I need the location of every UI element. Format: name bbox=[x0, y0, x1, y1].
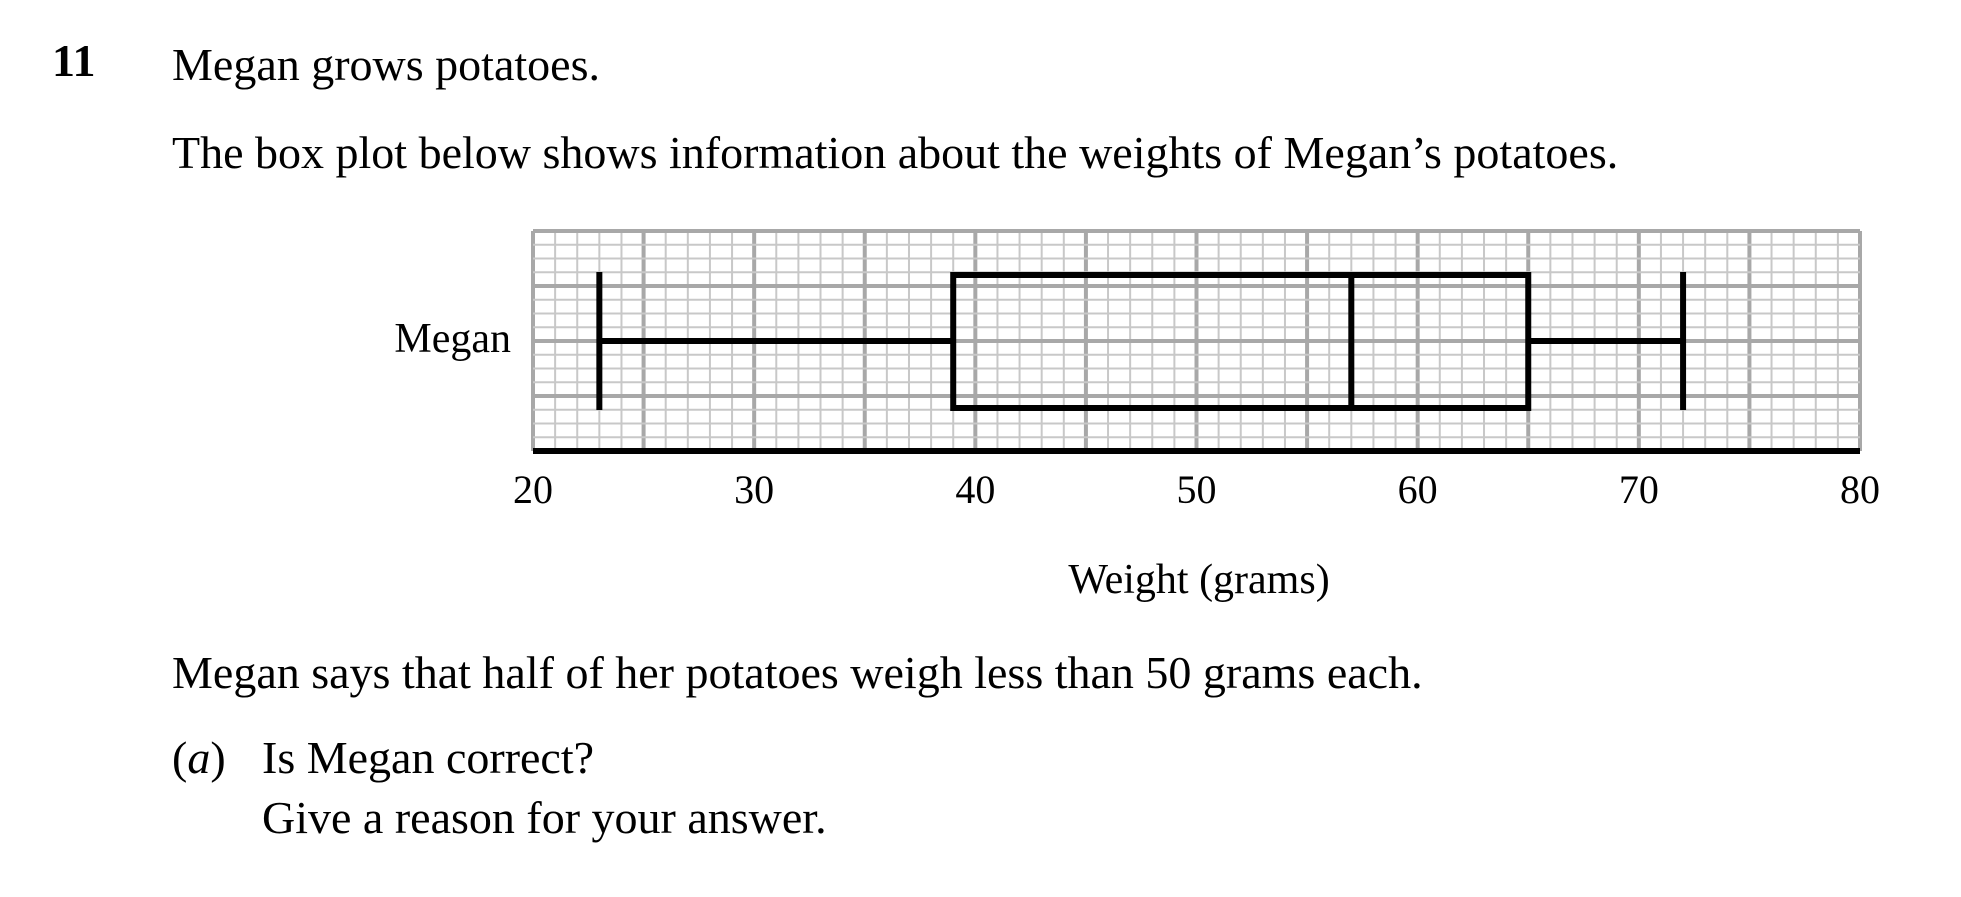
megan-claim: Megan says that half of her potatoes weigh less than 50 grams each. bbox=[172, 647, 1423, 698]
part-a-question: Is Megan correct? bbox=[262, 732, 595, 783]
x-axis-label: Weight (grams) bbox=[1068, 557, 1330, 603]
tick-labels bbox=[513, 467, 1880, 512]
part-a-letter: a bbox=[187, 732, 211, 783]
question-description: The box plot below shows information about the weights of Megan’s potatoes. bbox=[172, 127, 1619, 178]
x-tick-label: 80 bbox=[1840, 467, 1880, 512]
part-a-open: ( bbox=[172, 732, 188, 783]
x-tick-label: 30 bbox=[734, 467, 775, 512]
part-a-instruction: Give a reason for your answer. bbox=[262, 792, 827, 843]
x-tick-label: 20 bbox=[513, 467, 553, 512]
x-tick-label: 50 bbox=[1176, 467, 1217, 512]
x-tick-label: 70 bbox=[1618, 467, 1659, 512]
part-a-label bbox=[172, 732, 226, 783]
question-number: 11 bbox=[52, 35, 96, 86]
part-a-close: ) bbox=[210, 732, 226, 783]
x-tick-label: 40 bbox=[955, 467, 996, 512]
question-intro: Megan grows potatoes. bbox=[172, 39, 600, 90]
series-label: Megan bbox=[394, 316, 511, 362]
x-tick-label: 60 bbox=[1397, 467, 1438, 512]
